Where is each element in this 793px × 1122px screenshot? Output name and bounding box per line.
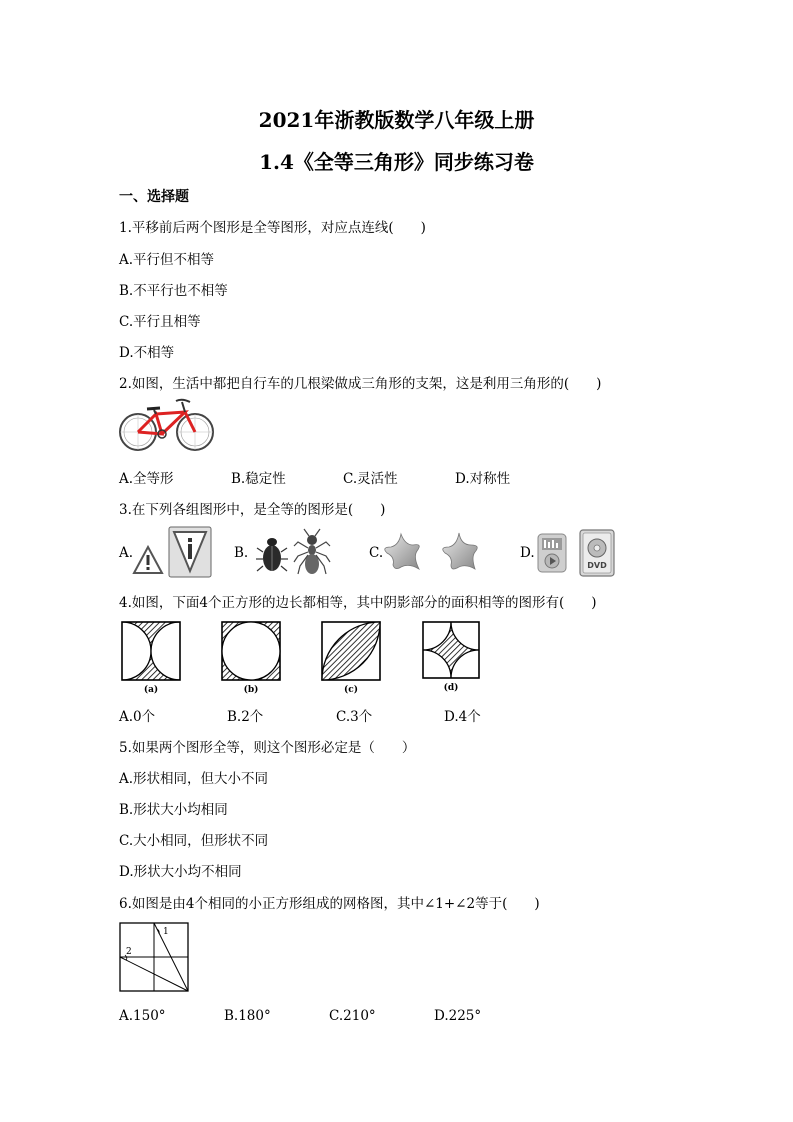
q4-option-a: A.0个 xyxy=(119,709,156,725)
figure-label-b: (b) xyxy=(243,685,259,695)
question-5: 5.如果两个图形全等，则这个图形必定是（ ） xyxy=(119,740,416,756)
figure-label-d: (d) xyxy=(443,683,459,693)
q6-option-a: A.150° xyxy=(119,1008,166,1024)
document-subtitle: 1.4《全等三角形》同步练习卷 xyxy=(259,150,534,174)
bicycle-image xyxy=(118,394,216,456)
angle-label-1: 1 xyxy=(163,927,169,937)
q3-label-c: C. xyxy=(369,545,384,561)
grid-angle-figure xyxy=(119,922,191,994)
q6-option-b: B.180° xyxy=(224,1008,271,1024)
question-4: 4.如图，下面4个正方形的边长都相等，其中阴影部分的面积相等的图形有( ) xyxy=(119,595,597,611)
q2-option-a: A.全等形 xyxy=(119,471,174,487)
q2-option-b: B.稳定性 xyxy=(231,471,286,487)
q6-option-d: D.225° xyxy=(434,1008,482,1024)
q2-option-c: C.灵活性 xyxy=(343,471,398,487)
q4-option-b: B.2个 xyxy=(227,709,264,725)
q1-option-c: C.平行且相等 xyxy=(119,314,201,330)
q4-option-c: C.3个 xyxy=(336,709,373,725)
figure-label-c: (c) xyxy=(344,685,358,695)
angle-label-2: 2 xyxy=(126,947,132,957)
beetle-ant-pair xyxy=(254,528,334,576)
q3-label-b: B. xyxy=(234,545,249,561)
q5-option-d: D.形状大小均不相同 xyxy=(119,864,242,880)
q1-option-a: A.平行但不相等 xyxy=(119,252,215,268)
dvd-label: DVD xyxy=(587,561,607,570)
figure-label-a: (a) xyxy=(143,685,159,695)
question-2: 2.如图，生活中都把自行车的几根梁做成三角形的支架，这是利用三角形的( ) xyxy=(119,376,602,392)
q1-option-b: B.不平行也不相等 xyxy=(119,283,228,299)
q1-option-d: D.不相等 xyxy=(119,345,175,361)
shaded-squares-figure xyxy=(118,618,488,696)
star-shape-pair xyxy=(383,531,483,573)
media-player-pair xyxy=(536,530,616,576)
question-3: 3.在下列各组图形中，是全等的图形是( ) xyxy=(119,502,386,518)
document-title: 2021年浙教版数学八年级上册 xyxy=(258,108,535,132)
q4-option-d: D.4个 xyxy=(444,709,481,725)
question-6: 6.如图是由4个相同的小正方形组成的网格图，其中∠1+∠2等于( ) xyxy=(119,896,540,912)
warning-sign-pair xyxy=(133,527,213,577)
section-heading: 一、选择题 xyxy=(119,189,189,205)
q5-option-b: B.形状大小均相同 xyxy=(119,802,228,818)
q5-option-a: A.形状相同，但大小不同 xyxy=(119,771,269,787)
q3-label-a: A. xyxy=(119,545,134,561)
q2-option-d: D.对称性 xyxy=(455,471,511,487)
question-1: 1.平移前后两个图形是全等图形，对应点连线( ) xyxy=(119,220,426,236)
q6-option-c: C.210° xyxy=(329,1008,376,1024)
q5-option-c: C.大小相同，但形状不同 xyxy=(119,833,269,849)
q3-label-d: D. xyxy=(520,545,535,561)
